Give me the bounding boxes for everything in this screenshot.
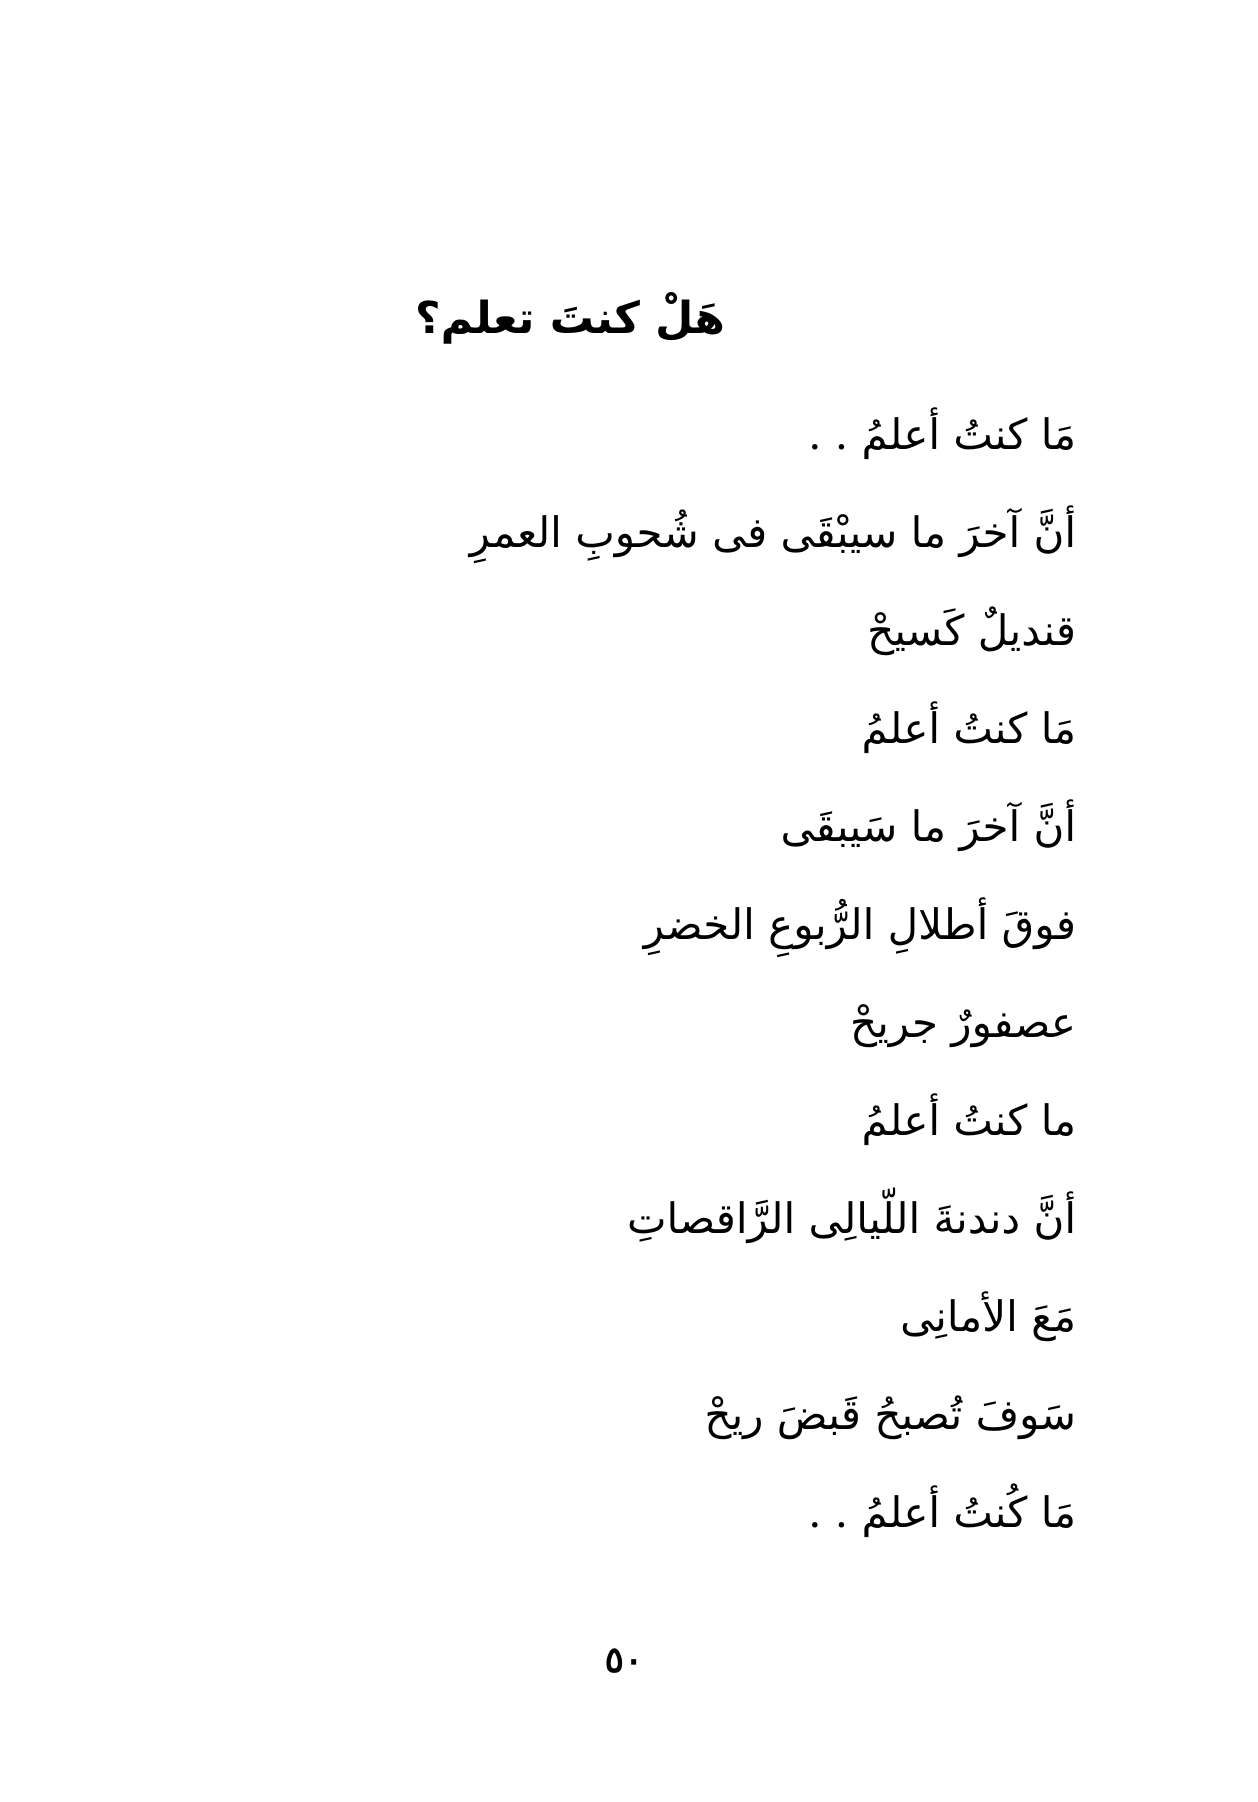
poem-line: أنَّ آخرَ ما سيبْقَى فى شُحوبِ العمرِ — [469, 508, 1076, 557]
poem-line: عصفورٌ جريحْ — [850, 998, 1076, 1047]
poem-title: هَلْ كنتَ تعلم؟ — [415, 293, 725, 345]
poem-line: فوقَ أطلالِ الرُّبوعِ الخضرِ — [643, 900, 1076, 949]
poem-line: أنَّ آخرَ ما سَيبقَى — [780, 802, 1076, 851]
poem-line: مَا كنتُ أعلمُ . . — [808, 410, 1076, 459]
page-number: ٥٠ — [604, 1639, 644, 1681]
poem-line: مَعَ الأمانِى — [900, 1292, 1076, 1341]
poem-line: قنديلٌ كَسيحْ — [867, 606, 1076, 655]
poem-line: مَا كُنتُ أعلمُ . . — [808, 1488, 1076, 1537]
poem-line: ما كنتُ أعلمُ — [861, 1096, 1076, 1145]
poem-lines — [356, 400, 1076, 1576]
poem-line: مَا كنتُ أعلمُ — [861, 704, 1076, 753]
poem-line: أنَّ دندنةَ اللّيالِى الرَّاقصاتِ — [627, 1194, 1076, 1243]
poem-line: سَوفَ تُصبحُ قَبضَ ريحْ — [704, 1390, 1076, 1439]
